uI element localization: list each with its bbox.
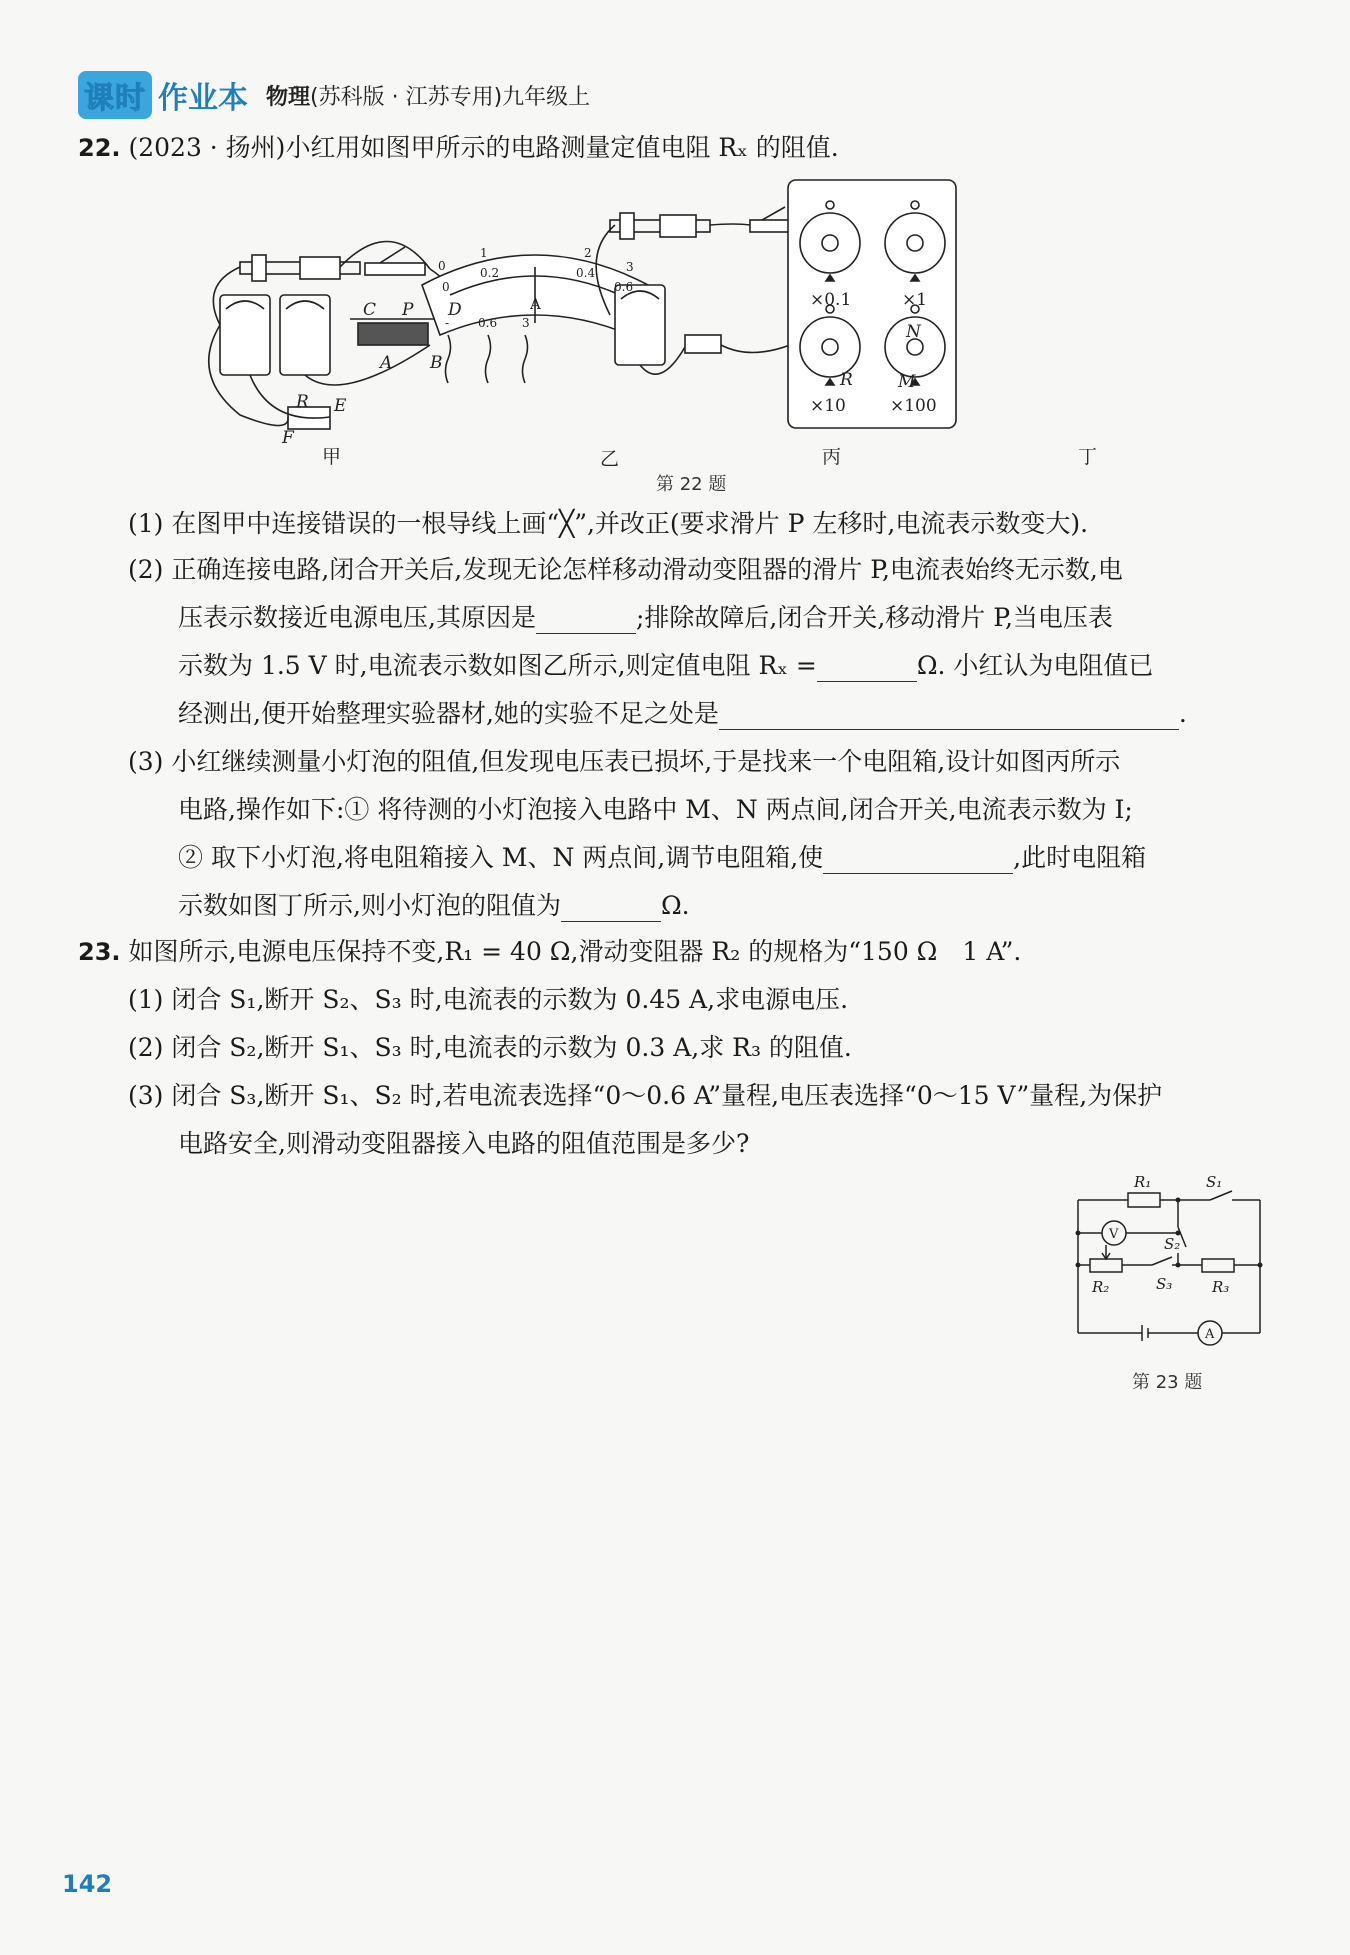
q22-part-2-line-2: [178, 594, 1113, 642]
fig-jia-letter: P: [402, 300, 414, 320]
fig-jia-letter: B: [430, 353, 443, 373]
fig-ding-multiplier: ×100: [890, 396, 937, 416]
switch-s3: [1152, 1257, 1172, 1265]
fig-yi-scale: A: [530, 295, 541, 313]
resistor-r1: [1128, 1193, 1160, 1207]
text-segment: 示数如图丁所示,则小灯泡的阻值为: [178, 891, 561, 920]
label-r3: R₃: [1212, 1278, 1230, 1296]
fig-label-ding: 丁: [1078, 446, 1098, 468]
fig-bing-letter: R: [840, 370, 853, 390]
logo-title: 作业本: [158, 81, 248, 116]
fig-yi-scale: 0.2: [480, 266, 500, 280]
label-s3: S₃: [1156, 1275, 1173, 1293]
q23-part-2: (2) 闭合 S₂,断开 S₁、S₃ 时,电流表的示数为 0.3 A,求 R₃ 的阻值.: [128, 1033, 852, 1062]
fig-yi-scale: 1: [480, 246, 488, 260]
fig-jia-letter: C: [363, 300, 377, 320]
question-text: 如图所示,电源电压保持不变,R₁ = 40 Ω,滑动变阻器 R₂ 的规格为“150 Ω 1 A”.: [128, 937, 1022, 966]
q22-part-2-line-3: [178, 642, 1153, 690]
resistor-r3: [1202, 1259, 1234, 1272]
question-text: (2023 · 扬州)小红用如图甲所示的电路测量定值电阻 Rₓ 的阻值.: [128, 133, 839, 162]
fig-ding-multiplier: ×10: [810, 396, 846, 416]
q22-part-3-line-1: (3) 小红继续测量小灯泡的阻值,但发现电压表已损坏,于是找来一个电阻箱,设计如图丙所示: [128, 747, 1121, 776]
q23-part-3-line-2: 电路安全,则滑动变阻器接入电路的阻值范围是多少?: [178, 1129, 750, 1158]
brand-logo: [78, 71, 248, 119]
logo-badge: 课时: [78, 71, 152, 119]
switch-s1: [1210, 1191, 1232, 1200]
question-23-stem: [78, 928, 1021, 976]
fig-jia-circuit: [209, 241, 453, 429]
fig-yi-scale: -: [445, 316, 450, 330]
answer-blank[interactable]: [817, 653, 917, 682]
fig-yi-scale: 2: [584, 246, 592, 260]
text-segment: 压表示数接近电源电压,其原因是: [178, 603, 536, 632]
label-r1: R₁: [1134, 1173, 1152, 1191]
fig-yi-scale: 3: [522, 316, 530, 330]
question-22-stem: [78, 124, 839, 172]
fig-label-yi: 乙: [600, 448, 620, 470]
fig-yi-scale: 0: [438, 259, 446, 273]
q22-part-2-line-4: [178, 690, 1187, 738]
q22-part-3-line-4: [178, 882, 690, 930]
fig-jia-letter: R: [296, 392, 309, 412]
page-number: 142: [62, 1870, 113, 1898]
label-s2: S₂: [1164, 1235, 1181, 1253]
q22-part-3-line-2: 电路,操作如下:① 将待测的小灯泡接入电路中 M、N 两点间,闭合开关,电流表示数为 I;: [178, 795, 1133, 824]
answer-blank[interactable]: [823, 845, 1013, 874]
q22-part-2-line-1: (2) 正确连接电路,闭合开关后,发现无论怎样移动滑动变阻器的滑片 P,电流表始终无示数,电: [128, 555, 1123, 584]
fig-jia-letter: E: [334, 396, 347, 416]
question-number: 23.: [78, 938, 121, 966]
figure-22-caption: 第 22 题: [656, 474, 727, 495]
fig-ding-multiplier: ×0.1: [810, 290, 852, 310]
fig-label-bing: 丙: [822, 446, 842, 468]
fig-bing-letter: M: [898, 372, 916, 392]
page-header: [78, 70, 590, 120]
fig-yi-scale: 0.6: [478, 316, 498, 330]
fig-yi-scale: 0.6: [614, 280, 634, 294]
text-segment: 经测出,便开始整理实验器材,她的实验不足之处是: [178, 699, 719, 728]
fig-jia-letter: A: [380, 353, 393, 373]
text-segment: Ω. 小红认为电阻值已: [916, 651, 1154, 680]
rheostat-r2: [1090, 1259, 1122, 1272]
label-a: A: [1205, 1327, 1215, 1342]
subject-edition: (苏科版 · 江苏专用)九年级上: [310, 84, 591, 110]
fig-bing-letter: N: [906, 322, 921, 342]
fig-jia-letter: F: [282, 428, 294, 448]
answer-blank[interactable]: [561, 893, 661, 922]
answer-blank[interactable]: [536, 605, 636, 634]
figure-23-caption: 第 23 题: [1132, 1372, 1203, 1393]
q22-part-3-line-3: [178, 834, 1146, 882]
text-segment: ;排除故障后,闭合开关,移动滑片 P,当电压表: [635, 603, 1113, 632]
fig-yi-scale: 0.4: [576, 266, 596, 280]
text-segment: ② 取下小灯泡,将电阻箱接入 M、N 两点间,调节电阻箱,使: [178, 843, 824, 872]
fig-ding-multiplier: ×1: [902, 290, 928, 310]
q23-part-1: (1) 闭合 S₁,断开 S₂、S₃ 时,电流表的示数为 0.45 A,求电源电压.: [128, 985, 849, 1014]
fig-jia-letter: D: [448, 300, 462, 320]
text-segment: Ω.: [660, 891, 690, 920]
label-r2: R₂: [1092, 1278, 1110, 1296]
text-segment: .: [1178, 699, 1187, 728]
label-v: V: [1109, 1227, 1119, 1242]
figure-22: [190, 175, 1210, 495]
fig-yi-scale: 3: [626, 260, 634, 274]
fig-label-jia: 甲: [322, 446, 342, 468]
question-number: 22.: [78, 134, 121, 162]
answer-blank[interactable]: [719, 701, 1179, 730]
text-segment: 示数为 1.5 V 时,电流表示数如图乙所示,则定值电阻 Rₓ =: [178, 651, 817, 680]
fig-yi-scale: 0: [442, 280, 450, 294]
figure-23-circuit: [1060, 1165, 1280, 1355]
subject-title: [266, 80, 590, 111]
q23-part-3-line-1: (3) 闭合 S₃,断开 S₁、S₂ 时,若电流表选择“0～0.6 A”量程,电压表选择“0～15 V”量程,为保护: [128, 1081, 1163, 1110]
subject-name: 物理: [266, 84, 311, 110]
label-s1: S₁: [1206, 1173, 1223, 1191]
q22-part-1: (1) 在图甲中连接错误的一根导线上画“╳”,并改正(要求滑片 P 左移时,电流表示数变大).: [128, 509, 1089, 538]
text-segment: ,此时电阻箱: [1013, 843, 1147, 872]
